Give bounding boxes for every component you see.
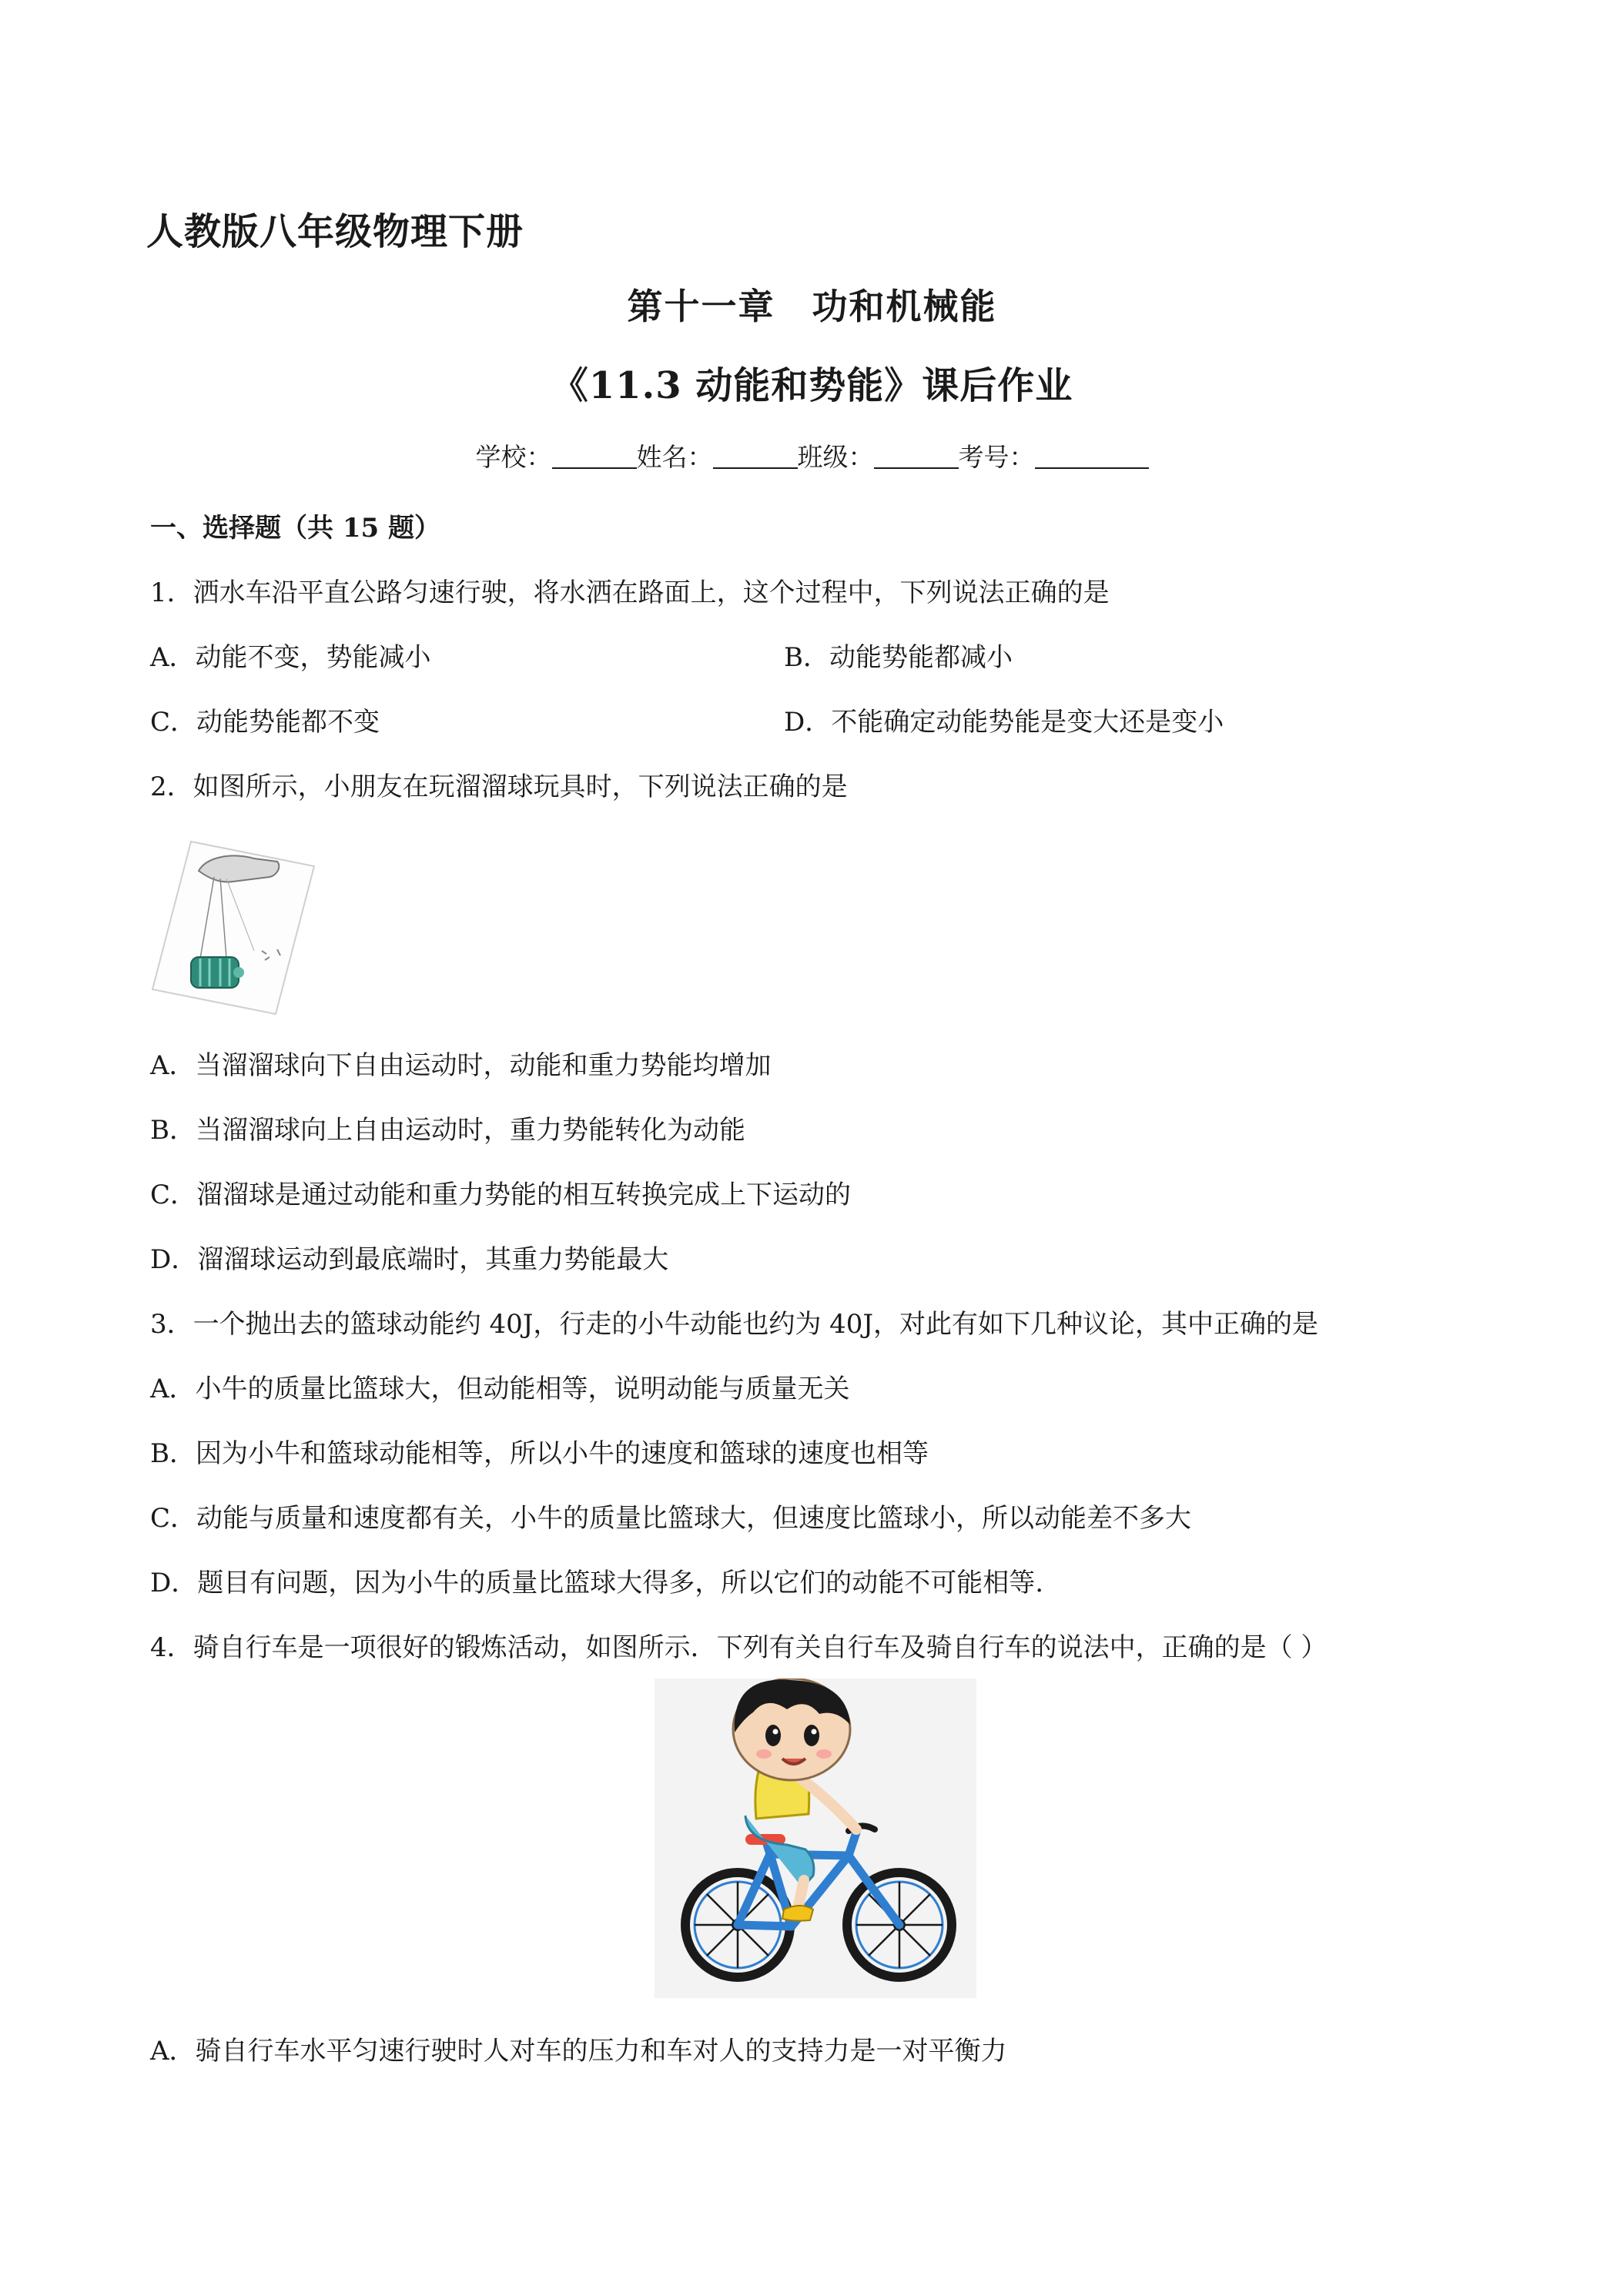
class-blank[interactable]	[874, 444, 959, 469]
question-2-option-d: D．溜溜球运动到最底端时，其重力势能最大	[150, 1244, 669, 1275]
left-eye-icon	[765, 1725, 781, 1746]
question-1-option-b: B．动能势能都减小	[784, 642, 1013, 673]
question-3-option-b: B．因为小牛和篮球动能相等，所以小牛的速度和篮球的速度也相等	[150, 1438, 929, 1469]
question-3-stem: 3．一个抛出去的篮球动能约 40J，行走的小牛动能也约为 40J，对此有如下几种议论，其中正确的是	[150, 1309, 1319, 1340]
question-1-option-c: C．动能势能都不变	[150, 707, 380, 738]
question-3-option-a: A．小牛的质量比篮球大，但动能相等，说明动能与质量无关	[150, 1374, 850, 1404]
question-1-stem: 1．洒水车沿平直公路匀速行驶，将水洒在路面上，这个过程中，下列说法正确的是	[150, 577, 1110, 608]
question-4-option-a: A．骑自行车水平匀速行驶时人对车的压力和车对人的支持力是一对平衡力	[150, 2036, 1007, 2067]
question-3-option-c: C．动能与质量和速度都有关，小牛的质量比篮球大，但速度比篮球小，所以动能差不多大	[150, 1503, 1192, 1534]
school-label: 学校：	[475, 442, 552, 472]
book-title: 人教版八年级物理下册	[146, 210, 524, 253]
class-label: 班级：	[797, 442, 874, 472]
section-title: 一、选择题（共 15 题）	[150, 513, 440, 544]
school-blank[interactable]	[552, 444, 637, 469]
question-2-option-b: B．当溜溜球向上自由运动时，重力势能转化为动能	[150, 1115, 745, 1146]
question-2-option-a: A．当溜溜球向下自由运动时，动能和重力势能均增加	[150, 1050, 772, 1081]
question-3-option-d: D．题目有问题，因为小牛的质量比篮球大得多，所以它们的动能不可能相等.	[150, 1568, 1044, 1598]
lesson-title: 《11.3 动能和势能》课后作业	[551, 364, 1073, 407]
yoyo-figure	[146, 835, 320, 1020]
student-info-line	[0, 437, 1624, 474]
exam-number-label: 考号：	[958, 442, 1035, 472]
question-1-option-d: D．不能确定动能势能是变大还是变小	[784, 707, 1224, 738]
yoyo-icon	[191, 957, 239, 988]
question-1-option-a: A．动能不变，势能减小	[150, 642, 431, 673]
cyclist-figure	[655, 1678, 976, 1998]
chapter-title: 第十一章 功和机械能	[627, 286, 997, 327]
name-label: 姓名：	[636, 442, 713, 472]
question-4-stem: 4．骑自行车是一项很好的锻炼活动，如图所示．下列有关自行车及骑自行车的说法中，正确的是（ ）	[150, 1632, 1328, 1663]
question-2-option-c: C．溜溜球是通过动能和重力势能的相互转换完成上下运动的	[150, 1180, 852, 1210]
shoe-icon	[782, 1906, 813, 1921]
exam-number-blank[interactable]	[1035, 444, 1149, 469]
right-eye-icon	[804, 1725, 819, 1746]
hand-icon	[199, 856, 279, 882]
name-blank[interactable]	[713, 444, 798, 469]
question-2-stem: 2．如图所示，小朋友在玩溜溜球玩具时，下列说法正确的是	[150, 771, 848, 802]
